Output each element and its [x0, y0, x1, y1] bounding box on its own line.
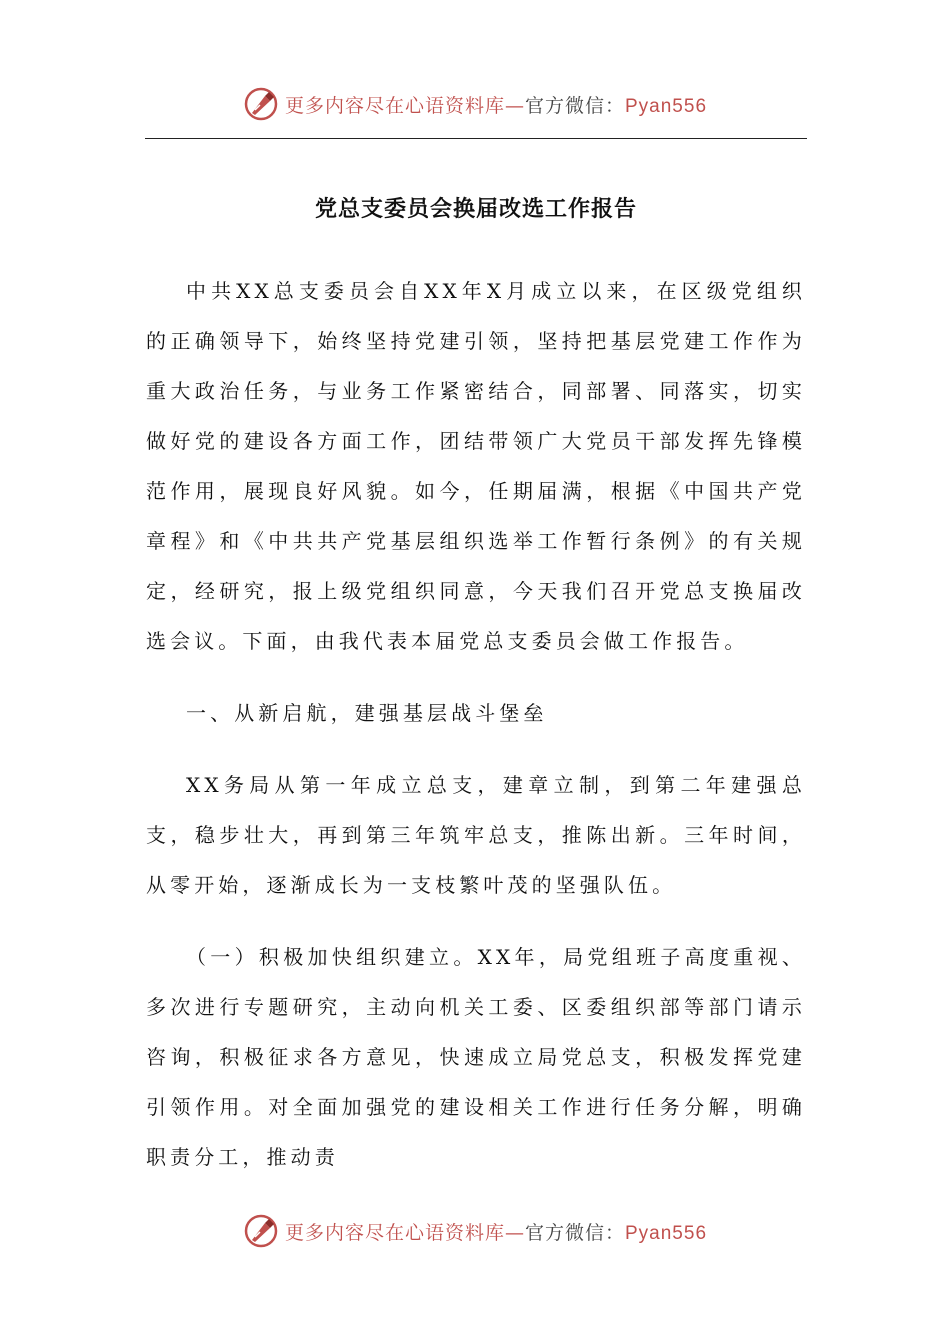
watermark-contact-label: 官方微信： [524, 94, 625, 117]
header-watermark [0, 84, 950, 124]
watermark-contact-label: 官方微信： [524, 1221, 625, 1244]
section-heading: 一、从新启航，建强基层战斗堡垒 [186, 701, 548, 725]
watermark-separator: — [504, 94, 525, 117]
footer-watermark [0, 1211, 950, 1251]
watermark-ad-text: 更多内容尽在心语资料库 [284, 1221, 505, 1244]
pen-nib-logo-icon [243, 86, 279, 122]
pen-nib-logo-icon [243, 1213, 279, 1249]
document-title: 党总支委员会换届改选工作报告 [314, 196, 637, 222]
watermark-text [285, 1218, 707, 1245]
watermark-text [285, 91, 707, 118]
watermark-separator: — [504, 1221, 525, 1244]
header-divider [145, 138, 807, 139]
paragraph-organization: （一）积极加快组织建立。XX年，局党组班子高度重视、多次进行专题研究，主动向机关工委、区委组织部等部门请示咨询，积极征求各方意见，快速成立局党总支，积极发挥党建引领作用。对全面加强党的建设相关工作进行任务分解，明确职责分工，推动责 [146, 945, 806, 1169]
watermark-contact-id: Pyan556 [625, 95, 708, 117]
paragraph-intro: 中共XX总支委员会自XX年X月成立以来，在区级党组织的正确领导下，始终坚持党建引领，坚持把基层党建工作作为重大政治任务，与业务工作紧密结合，同部署、同落实，切实做好党的建设各方面工作，团结带领广大党员干部发挥先锋模范作用，展现良好风貌。如今，任期届满，根据《中国共产党章程》和《中共共产党基层组织选举工作暂行条例》的有关规定，经研究，报上级党组织同意，今天我们召开党总支换届改选会议。下面，由我代表本届党总支委员会做工作报告。 [146, 279, 806, 653]
paragraph-history: XX务局从第一年成立总支，建章立制，到第二年建强总支，稳步壮大，再到第三年筑牢总支，推陈出新。三年时间，从零开始，逐渐成长为一支枝繁叶茂的坚强队伍。 [146, 773, 806, 897]
watermark-contact-id: Pyan556 [625, 1222, 708, 1244]
document-body [146, 180, 806, 1204]
watermark-ad-text: 更多内容尽在心语资料库 [284, 94, 505, 117]
